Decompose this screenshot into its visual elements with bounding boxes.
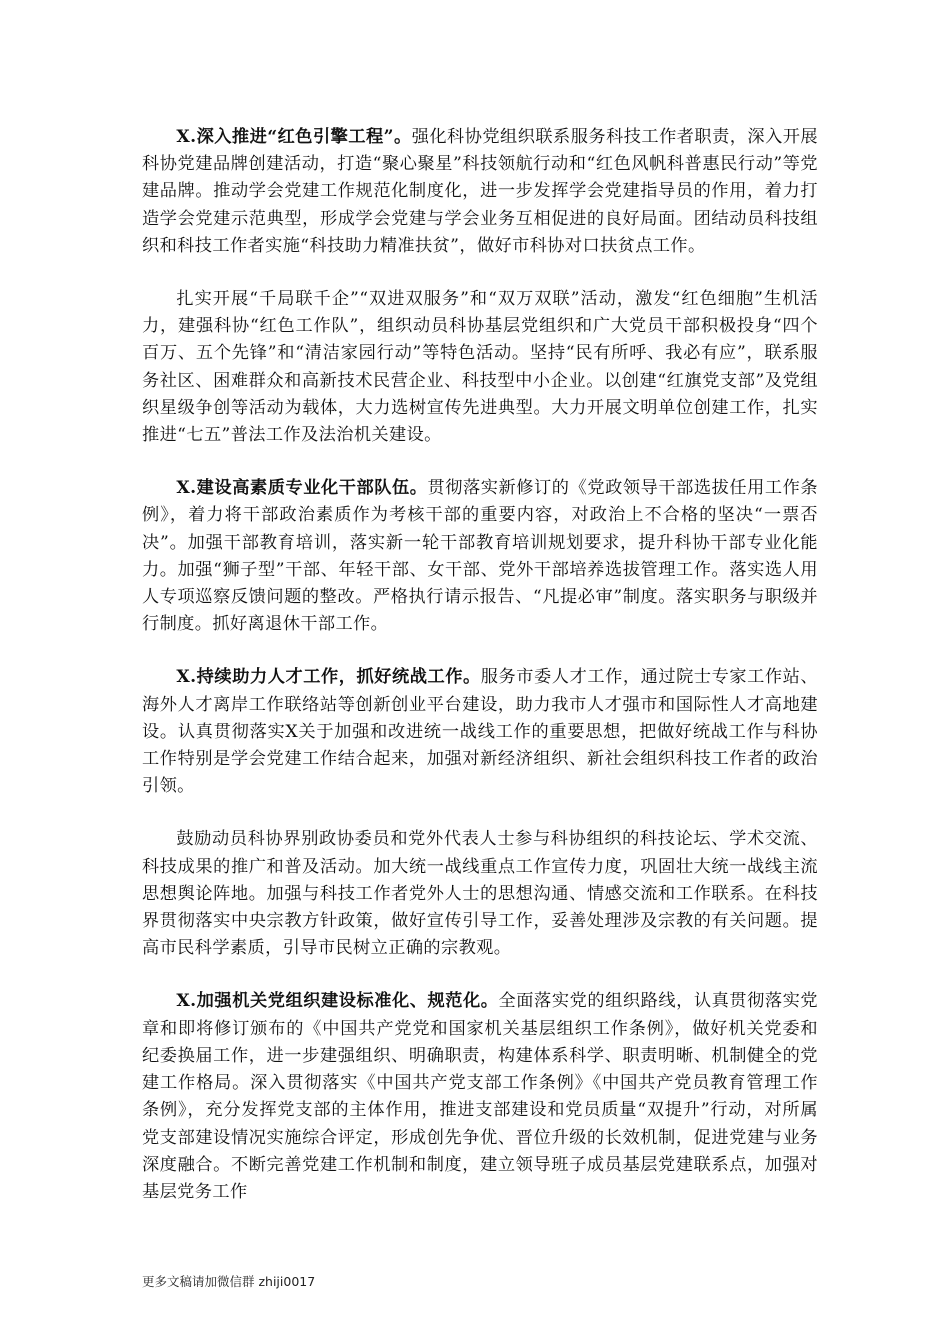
paragraph-cadre-team: [142, 475, 818, 638]
paragraph-body: 鼓励动员科协界别政协委员和党外代表人士参与科协组织的科技论坛、学术交流、科技成果的推广和普及活动。加大统一战线重点工作宣传力度，巩固壮大统一战线主流思想舆论阵地。加强与科技工作者党外人士的思想沟通、情感交流和工作联系。在科技界贯彻落实中央宗教方针政策，做好宣传引导工作，妥善处理涉及宗教的有关问题。提高市民科学素质，引导市民树立正确的宗教观。: [142, 829, 818, 959]
paragraph-party-organization: [142, 988, 818, 1206]
paragraph-body: 全面落实党的组织路线，认真贯彻落实党章和即将修订颁布的《中国共产党党和国家机关基层组织工作条例》，做好机关党委和纪委换届工作，进一步建强组织、明确职责，构建体系科学、职责明晰、机制健全的党建工作格局。深入贯彻落实《中国共产党支部工作条例》《中国共产党员教育管理工作条例》，充分发挥党支部的主体作用，推进支部建设和党员质量“双提升”行动，对所属党支部建设情况实施综合评定，形成创先争优、晋位升级的长效机制，促进党建与业务深度融合。不断完善党建工作机制和制度，建立领导班子成员基层党建联系点，加强对基层党务工作: [142, 991, 818, 1202]
paragraph-red-engine: [142, 124, 818, 260]
paragraph-heading: X.深入推进“红色引擎工程”。: [176, 127, 412, 147]
paragraph-activities: [142, 286, 818, 449]
paragraph-body: 贯彻落实新修订的《党政领导干部选拔任用工作条例》，着力将干部政治素质作为考核干部的重要内容，对政治上不合格的坚决“一票否决”。加强干部教育培训，落实新一轮干部教育培训规划要求，提升科协干部专业化能力。加强“狮子型”干部、年轻干部、女干部、党外干部培养选拔管理工作。落实选人用人专项巡察反馈问题的整改。严格执行请示报告、“凡提必审”制度。落实职务与职级并行制度。抓好离退休干部工作。: [142, 478, 818, 635]
paragraph-body: 强化科协党组织联系服务科技工作者职责，深入开展科协党建品牌创建活动，打造“聚心聚星”科技领航行动和“红色风帆科普惠民行动”等党建品牌。推动学会党建工作规范化制度化，进一步发挥学会党建指导员的作用，着力打造学会党建示范典型，形成学会党建与学会业务互相促进的良好局面。团结动员科技组织和科技工作者实施“科技助力精准扶贫”，做好市科协对口扶贫点工作。: [142, 127, 819, 256]
paragraph-body: 扎实开展“千局联千企”“双进双服务”和“双万双联”活动，激发“红色细胞”生机活力，建强科协“红色工作队”，组织动员科协基层党组织和广大党员干部积极投身“四个百万、五个先锋”和“清洁家园行动”等特色活动。坚持“民有所呼、我必有应”，联系服务社区、困难群众和高新技术民营企业、科技型中小企业。以创建“红旗党支部”及党组织星级争创等活动为载体，大力选树宣传先进典型。大力开展文明单位创建工作，扎实推进“七五”普法工作及法治机关建设。: [142, 289, 818, 446]
paragraph-heading: X.持续助力人才工作，抓好统战工作。: [176, 667, 481, 688]
paragraph-body: 服务市委人才工作，通过院士专家工作站、海外人才离岸工作联络站等创新创业平台建设，助力我市人才强市和国际性人才高地建设。认真贯彻落实X关于加强和改进统一战线工作的重要思想，把做好统战工作与科协工作特别是学会党建工作结合起来，加强对新经济组织、新社会组织科技工作者的政治引领。: [142, 667, 818, 797]
paragraph-talent-united-front: [142, 664, 818, 800]
paragraph-encourage-members: [142, 826, 818, 962]
paragraph-heading: X.建设高素质专业化干部队伍。: [176, 478, 428, 499]
paragraph-heading: X.加强机关党组织建设标准化、规范化。: [176, 991, 499, 1012]
page-footer: 更多文稿请加微信群 zhiji0017: [142, 1274, 316, 1289]
